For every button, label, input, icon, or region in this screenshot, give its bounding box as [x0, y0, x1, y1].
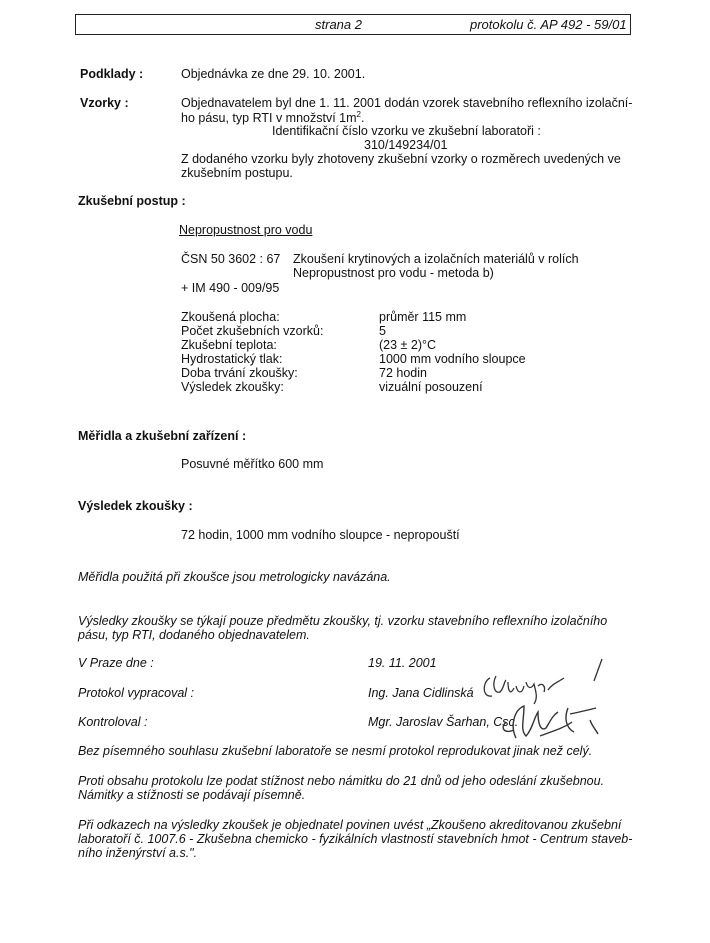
param-value: vizuální posouzení	[379, 380, 483, 394]
citation-line3: ního inženýrství a.s.".	[78, 846, 198, 860]
sample-id-value: 310/149234/01	[364, 138, 448, 152]
postup-subtitle: Nepropustnost pro vodu	[179, 223, 313, 237]
param-value: (23 ± 2)°C	[379, 338, 437, 352]
param-label: Doba trvání zkoušky:	[181, 366, 298, 380]
scope-line1: Výsledky zkoušky se týkají pouze předmětu zkoušky, tj. vzorku stavebního reflexního izolačního	[78, 614, 608, 628]
scope-line2: pásu, typ RTI, dodaného objednavatelem.	[78, 628, 310, 642]
page-number: strana 2	[315, 17, 362, 32]
vzorky-line2: ho pásu, typ RTI v množství $1m^2$.	[181, 110, 365, 126]
internal-method: + IM 490 - 009/95	[181, 281, 280, 295]
param-value: průměr 115 mm	[379, 310, 467, 324]
citation-line1: Při odkazech na výsledky zkoušek je objednatel povinen uvést „Zkoušeno akreditovanou zkušební	[78, 818, 622, 832]
sign-date: 19. 11. 2001	[368, 656, 437, 670]
vzorky-line1: Objednavatelem byl dne 1. 11. 2001 dodán vzorek stavebního reflexního izolační-	[181, 96, 633, 110]
param-label: Hydrostatický tlak:	[181, 352, 283, 366]
complaint-line2: Námitky a stížnosti se podávají písemně.	[78, 788, 306, 802]
vysledek-text: 72 hodin, 1000 mm vodního sloupce - nepropouští	[181, 528, 460, 542]
sample-id-label: Identifikační číslo vzorku ve zkušební laboratoři :	[272, 124, 541, 138]
param-value: 5	[379, 324, 386, 338]
checked-by-name: Mgr. Jaroslav Šarhan, Csc.	[368, 715, 519, 729]
meridla-label: Měřidla a zkušební zařízení :	[78, 429, 247, 443]
place-label: V Praze dne :	[78, 656, 154, 670]
vzorky-line5: Z dodaného vzorku byly zhotoveny zkušební vzorky o rozměrech uvedených ve	[181, 152, 621, 166]
prepared-by-name: Ing. Jana Cidlinská	[368, 686, 474, 700]
param-label: Zkušební teplota:	[181, 338, 277, 352]
prepared-by-label: Protokol vypracoval :	[78, 686, 195, 700]
vzorky-label: Vzorky :	[80, 96, 129, 110]
param-label: Zkoušená plocha:	[181, 310, 280, 324]
copy-restriction: Bez písemného souhlasu zkušební laboratoře se nesmí protokol reprodukovat jinak než celý.	[78, 744, 593, 758]
checked-by-label: Kontroloval :	[78, 715, 148, 729]
param-value: 1000 mm vodního sloupce	[379, 352, 526, 366]
vzorky-line6: zkušebním postupu.	[181, 166, 293, 180]
signature-sarhan	[480, 700, 610, 745]
standard-desc1: Zkoušení krytinových a izolačních materiálů v rolích	[293, 252, 579, 266]
citation-line2: laboratoří č. 1007.6 - Zkušebna chemicko - fyzikálních vlastností stavebních hmot - Centrum staveb-	[78, 832, 633, 846]
param-label: Výsledek zkoušky:	[181, 380, 284, 394]
podklady-text: Objednávka ze dne 29. 10. 2001.	[181, 67, 366, 81]
protocol-number: protokolu č. AP 492 - 59/01	[470, 17, 627, 32]
signature-slash-mark	[588, 655, 608, 685]
standard-desc2: Nepropustnost pro vodu - metoda b)	[293, 266, 494, 280]
standard-code: ČSN 50 3602 : 67	[181, 252, 281, 266]
param-value: 72 hodin	[379, 366, 427, 380]
vysledek-label: Výsledek zkoušky :	[78, 499, 193, 513]
param-label: Počet zkušebních vzorků:	[181, 324, 324, 338]
meridla-text: Posuvné měřítko 600 mm	[181, 457, 324, 471]
podklady-label: Podklady :	[80, 67, 144, 81]
metrology-note: Měřidla použitá při zkoušce jsou metrologicky navázána.	[78, 570, 391, 584]
complaint-line1: Proti obsahu protokolu lze podat stížnost nebo námitku do 21 dnů od jeho odeslání zkušebnou.	[78, 774, 605, 788]
postup-label: Zkušební postup :	[78, 194, 186, 208]
